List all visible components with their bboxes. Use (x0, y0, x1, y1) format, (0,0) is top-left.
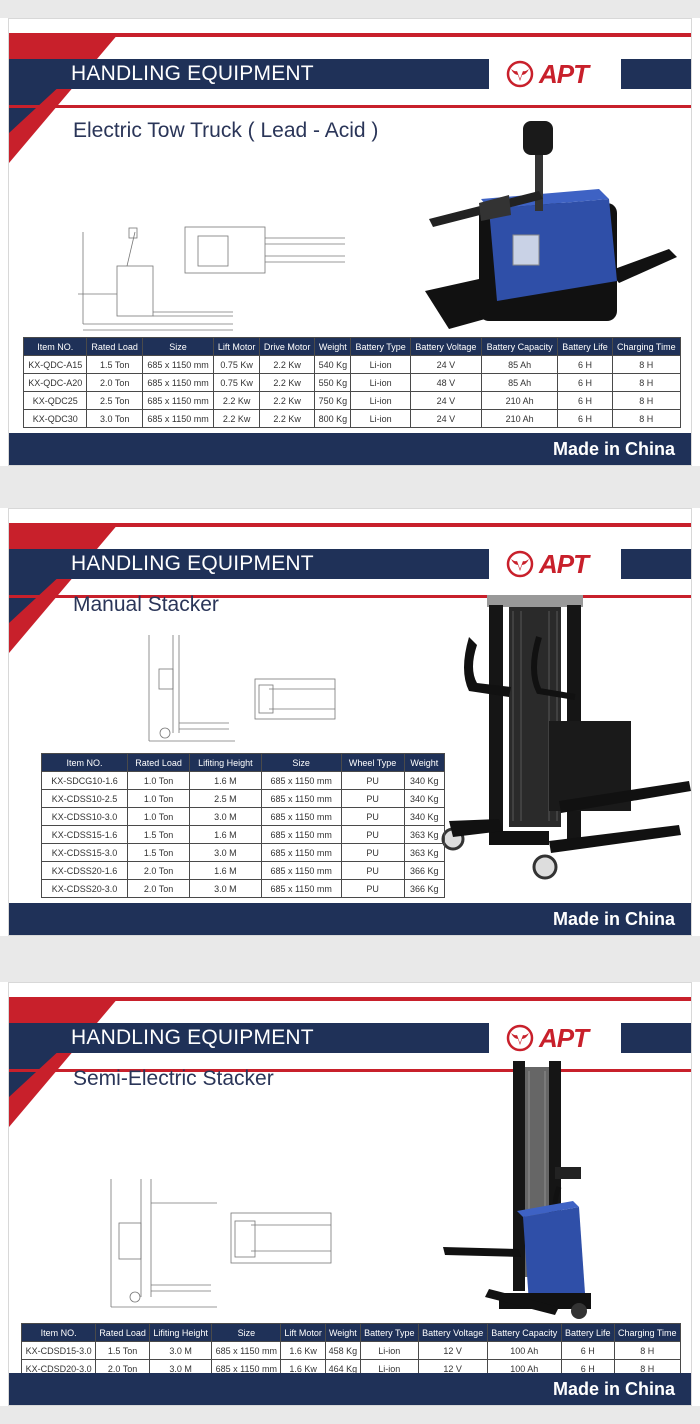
section-band-right (621, 1023, 691, 1053)
table-cell: Li-ion (360, 1360, 418, 1378)
table-header-cell: Lifiting Height (150, 1324, 212, 1342)
table-cell: 1.6 M (190, 826, 262, 844)
table-header-cell: Battery Capacity (481, 338, 557, 356)
table-header-cell: Weight (404, 754, 444, 772)
table-header-cell: Lift Motor (281, 1324, 325, 1342)
table-header-cell: Battery Type (360, 1324, 418, 1342)
logo-text: APT (539, 548, 588, 579)
table-cell: 3.0 M (150, 1342, 212, 1360)
table-cell: PU (341, 808, 404, 826)
table-cell: 210 Ah (481, 392, 557, 410)
manual-stacker-photo (439, 591, 691, 907)
table-cell: Li-ion (351, 410, 411, 428)
table-cell: 366 Kg (404, 862, 444, 880)
product-title: Manual Stacker (73, 593, 219, 616)
technical-drawing (73, 224, 363, 334)
table-cell: 2.0 Ton (128, 862, 190, 880)
table-row (42, 862, 445, 880)
table-cell: 2.0 Ton (96, 1360, 150, 1378)
table-cell: 1.5 Ton (128, 826, 190, 844)
table-cell: 0.75 Kw (214, 374, 260, 392)
section-band: HANDLING EQUIPMENT (9, 549, 489, 579)
table-cell: 685 x 1150 mm (142, 374, 213, 392)
table-header-cell: Lifiting Height (190, 754, 262, 772)
table-cell: 8 H (612, 356, 680, 374)
table-cell: 363 Kg (404, 826, 444, 844)
table-cell: 85 Ah (481, 356, 557, 374)
table-header-cell: Item NO. (42, 754, 128, 772)
table-cell: 1.5 Ton (96, 1342, 150, 1360)
table-cell: 540 Kg (315, 356, 351, 374)
table-cell: 8 H (614, 1342, 680, 1360)
table-cell: 685 x 1150 mm (261, 862, 341, 880)
table-cell: 24 V (410, 392, 481, 410)
table-cell: 1.6 M (190, 862, 262, 880)
table-header-cell: Size (212, 1324, 281, 1342)
table-cell: 685 x 1150 mm (261, 772, 341, 790)
table-cell: 3.0 M (190, 808, 262, 826)
table-row (42, 772, 445, 790)
table-cell: 100 Ah (487, 1342, 561, 1360)
table-header-cell: Wheel Type (341, 754, 404, 772)
section-band-right (621, 549, 691, 579)
table-cell: 1.0 Ton (128, 790, 190, 808)
table-cell: PU (341, 772, 404, 790)
table-cell: 340 Kg (404, 808, 444, 826)
bull-logo-icon (505, 549, 535, 579)
table-header-cell: Lift Motor (214, 338, 260, 356)
table-cell: 685 x 1150 mm (142, 392, 213, 410)
table-cell: 750 Kg (315, 392, 351, 410)
table-cell: 340 Kg (404, 772, 444, 790)
table-header-cell: Battery Type (351, 338, 411, 356)
table-cell: 685 x 1150 mm (261, 826, 341, 844)
table-row (42, 880, 445, 898)
page-gap (0, 0, 700, 18)
table-cell: KX-SDCG10-1.6 (42, 772, 128, 790)
table-row (42, 808, 445, 826)
table-cell: 685 x 1150 mm (212, 1360, 281, 1378)
table-cell: Li-ion (351, 374, 411, 392)
table-row (24, 356, 681, 374)
table-cell: 6 H (561, 1360, 614, 1378)
table-header-cell: Drive Motor (259, 338, 314, 356)
page-gap (0, 1406, 700, 1424)
table-cell: 6 H (558, 374, 612, 392)
table-cell: 685 x 1150 mm (261, 880, 341, 898)
table-cell: 48 V (410, 374, 481, 392)
table-cell: KX-QDC-A15 (24, 356, 87, 374)
apt-logo (505, 547, 621, 581)
table-cell: 685 x 1150 mm (261, 808, 341, 826)
table-cell: 2.2 Kw (259, 356, 314, 374)
table-cell: 2.2 Kw (259, 392, 314, 410)
tow-truck-photo (419, 111, 681, 339)
table-cell: 685 x 1150 mm (212, 1342, 281, 1360)
table-cell: KX-CDSS15-3.0 (42, 844, 128, 862)
table-cell: KX-CDSS20-1.6 (42, 862, 128, 880)
table-header-cell: Rated Load (87, 338, 142, 356)
table-row (42, 826, 445, 844)
table-cell: 2.2 Kw (259, 410, 314, 428)
table-header-cell: Item NO. (22, 1324, 96, 1342)
table-cell: 685 x 1150 mm (261, 844, 341, 862)
section-band: HANDLING EQUIPMENT (9, 59, 489, 89)
table-header-cell: Size (142, 338, 213, 356)
table-cell: 8 H (612, 392, 680, 410)
table-header-cell: Size (261, 754, 341, 772)
table-cell: 458 Kg (325, 1342, 360, 1360)
table-cell: 6 H (558, 392, 612, 410)
table-cell: 685 x 1150 mm (142, 356, 213, 374)
table-cell: 8 H (612, 410, 680, 428)
table-header-cell: Item NO. (24, 338, 87, 356)
table-row (22, 1342, 681, 1360)
table-row (42, 844, 445, 862)
table-cell: 2.0 Ton (87, 374, 142, 392)
table-cell: 8 H (612, 374, 680, 392)
header-red-underline (9, 105, 691, 108)
spec-table (21, 1323, 681, 1378)
catalog-page-tow-truck (8, 18, 692, 466)
table-cell: 2.2 Kw (259, 374, 314, 392)
spec-table (41, 753, 445, 898)
table-header-cell: Rated Load (128, 754, 190, 772)
table-cell: PU (341, 790, 404, 808)
table-header-cell: Weight (315, 338, 351, 356)
table-header-cell: Battery Voltage (410, 338, 481, 356)
semi-electric-stacker-photo (439, 1057, 609, 1325)
technical-drawing (101, 1173, 341, 1313)
table-header-cell: Battery Life (561, 1324, 614, 1342)
section-band-right (621, 59, 691, 89)
table-cell: Li-ion (351, 392, 411, 410)
table-cell: 24 V (410, 410, 481, 428)
footer-made-in-china: Made in China (9, 903, 691, 935)
table-cell: PU (341, 844, 404, 862)
table-cell: KX-QDC30 (24, 410, 87, 428)
table-cell: 1.5 Ton (128, 844, 190, 862)
table-cell: 340 Kg (404, 790, 444, 808)
table-row (42, 790, 445, 808)
table-cell: 6 H (558, 410, 612, 428)
table-cell: 2.2 Kw (214, 410, 260, 428)
table-cell: 3.0 M (150, 1360, 212, 1378)
table-cell: 210 Ah (481, 410, 557, 428)
table-cell: KX-CDSS10-3.0 (42, 808, 128, 826)
apt-logo (505, 1021, 621, 1055)
table-cell: 1.6 Kw (281, 1342, 325, 1360)
table-header-cell: Rated Load (96, 1324, 150, 1342)
table-cell: 6 H (558, 356, 612, 374)
table-cell: 1.0 Ton (128, 772, 190, 790)
table-cell: 800 Kg (315, 410, 351, 428)
table-cell: 3.0 M (190, 844, 262, 862)
table-row (24, 410, 681, 428)
table-cell: KX-CDSS10-2.5 (42, 790, 128, 808)
table-cell: Li-ion (360, 1342, 418, 1360)
page-gap (0, 466, 700, 508)
table-cell: 2.5 Ton (87, 392, 142, 410)
logo-text: APT (539, 58, 588, 89)
table-cell: PU (341, 826, 404, 844)
table-cell: 3.0 M (190, 880, 262, 898)
table-cell: 12 V (418, 1342, 487, 1360)
product-title: Electric Tow Truck ( Lead - Acid ) (73, 119, 379, 142)
table-cell: 100 Ah (487, 1360, 561, 1378)
table-cell: KX-QDC25 (24, 392, 87, 410)
table-cell: 366 Kg (404, 880, 444, 898)
table-cell: KX-CDSS20-3.0 (42, 880, 128, 898)
table-cell: KX-CDSS15-1.6 (42, 826, 128, 844)
technical-drawing (139, 629, 339, 745)
bull-logo-icon (505, 59, 535, 89)
table-cell: 2.0 Ton (128, 880, 190, 898)
catalog-page-manual-stacker (8, 508, 692, 936)
table-cell: 1.5 Ton (87, 356, 142, 374)
corner-accent (9, 523, 119, 653)
table-cell: KX-QDC-A20 (24, 374, 87, 392)
table-header-cell: Charging Time (614, 1324, 680, 1342)
logo-text: APT (539, 1022, 588, 1053)
table-header-cell: Battery Life (558, 338, 612, 356)
apt-logo (505, 57, 621, 91)
section-band: HANDLING EQUIPMENT (9, 1023, 489, 1053)
table-header-cell: Battery Voltage (418, 1324, 487, 1342)
table-cell: PU (341, 862, 404, 880)
spec-table (23, 337, 681, 428)
table-cell: 685 x 1150 mm (142, 410, 213, 428)
table-cell: 12 V (418, 1360, 487, 1378)
table-header-cell: Charging Time (612, 338, 680, 356)
table-cell: 1.0 Ton (128, 808, 190, 826)
table-cell: 0.75 Kw (214, 356, 260, 374)
table-cell: 2.5 M (190, 790, 262, 808)
table-cell: KX-CDSD20-3.0 (22, 1360, 96, 1378)
corner-accent (9, 33, 119, 163)
table-row (24, 392, 681, 410)
table-cell: PU (341, 880, 404, 898)
table-cell: 2.2 Kw (214, 392, 260, 410)
corner-accent (9, 997, 119, 1127)
footer-made-in-china: Made in China (9, 1373, 691, 1405)
table-header-cell: Weight (325, 1324, 360, 1342)
table-cell: Li-ion (351, 356, 411, 374)
table-cell: 3.0 Ton (87, 410, 142, 428)
table-cell: 24 V (410, 356, 481, 374)
catalog-page-semi-electric-stacker (8, 982, 692, 1406)
table-cell: KX-CDSD15-3.0 (22, 1342, 96, 1360)
table-cell: 685 x 1150 mm (261, 790, 341, 808)
table-cell: 464 Kg (325, 1360, 360, 1378)
table-cell: 1.6 Kw (281, 1360, 325, 1378)
product-title: Semi-Electric Stacker (73, 1067, 274, 1090)
bull-logo-icon (505, 1023, 535, 1053)
table-cell: 85 Ah (481, 374, 557, 392)
table-header-cell: Battery Capacity (487, 1324, 561, 1342)
table-cell: 8 H (614, 1360, 680, 1378)
footer-made-in-china: Made in China (9, 433, 691, 465)
table-cell: 363 Kg (404, 844, 444, 862)
table-cell: 1.6 M (190, 772, 262, 790)
table-cell: 550 Kg (315, 374, 351, 392)
table-row (24, 374, 681, 392)
page-gap (0, 936, 700, 982)
table-cell: 6 H (561, 1342, 614, 1360)
